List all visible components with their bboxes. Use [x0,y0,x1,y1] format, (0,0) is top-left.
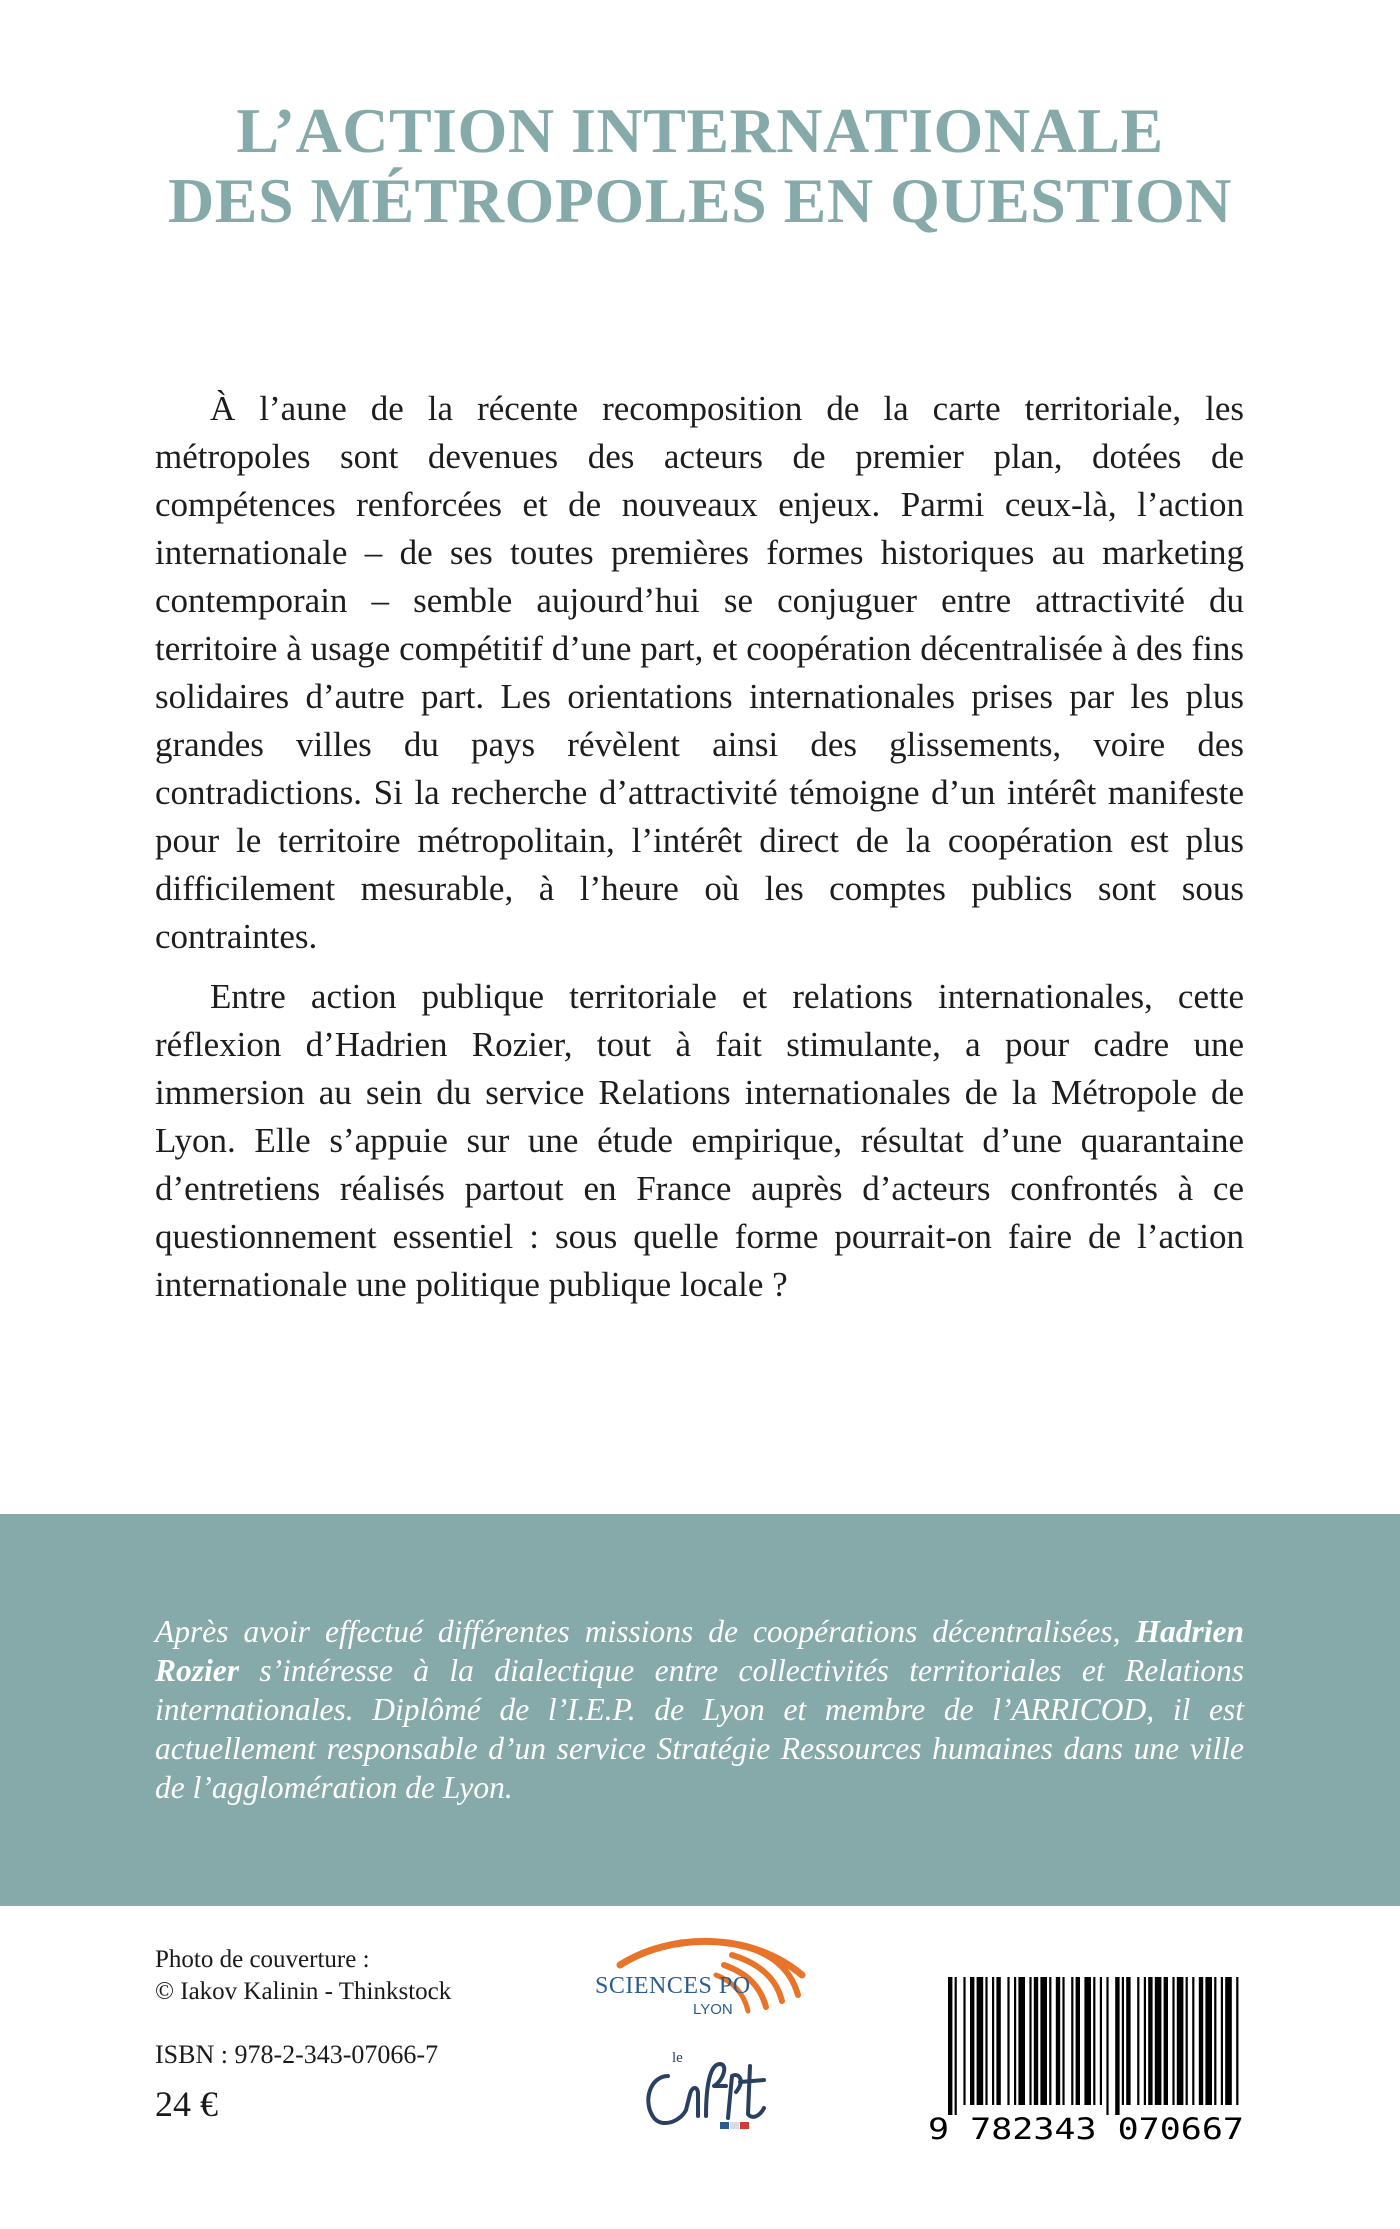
barcode-bar [1164,1977,1168,2105]
bio-rest: s’intéresse à la dialectique entre collectivités territoriales et Relations internationales. Diplômé de l’I.E.P. de Lyon et membre de l’ARRICOD, il est actuellement responsable d’un service Stratégie Ressources humaines dans une ville de l’agglomération de Lyon. [155,1653,1245,1805]
barcode-bar [1084,1977,1091,2105]
sciences-po-name: SCIENCES PO [595,1973,751,1999]
barcode-bar [1071,1977,1073,2105]
price: 24 € [155,2084,218,2124]
summary-paragraph-1: À l’aune de la récente recomposition de la carte territoriale, les métropoles sont devenues des acteurs de premier plan, dotées de compétences renforcées et de nouveaux enjeux. Parmi ceux-là, l’action internationale – de ses toutes premières formes historiques au marketing contemporain – semble aujourd’hui se conjuguer entre attractivité du territoire à usage compétitif d’une part, et coopération décentralisée à des fins solidaires d’autre part. Les orientations internationales prises par les plus grandes villes du pays révèlent ainsi des glissements, voire des contradictions. Si la recherche d’attractivité témoigne d’un intérêt manifeste pour le territoire métropolitain, l’intérêt direct de la coopération est plus difficilement mesurable, à l’heure où les comptes publics sont sous contraintes. [155,389,1244,956]
barcode-digits: 9 782343 070667 [928,2112,1244,2145]
barcode-bar [1236,1977,1238,2105]
barcode-bar [996,1977,1000,2105]
barcode-bar [1172,1977,1174,2105]
isbn-barcode [924,1975,1248,2145]
barcode-bar [1049,1977,1051,2105]
barcode-bar [1093,1977,1095,2105]
barcode-bar [977,1977,984,2105]
cnfpt-le-text: le [672,2050,683,2066]
author-bio [155,1612,1244,1807]
barcode-bar [1221,1977,1223,2105]
title-line-2: DES MÉTROPOLES EN QUESTION [168,165,1232,236]
barcode-bar [1076,1977,1080,2105]
barcode-bar [1014,1977,1016,2105]
flag-red-block [740,2122,749,2129]
barcode-bar [1225,1977,1232,2105]
barcode-bar [1155,1977,1162,2105]
barcode-bar [970,1977,974,2105]
barcode-bar [1100,1977,1102,2105]
barcode-bar [1186,1977,1188,2105]
barcode-bar [1199,1977,1203,2105]
summary-paragraph-2: Entre action publique territoriale et relations internationales, cette réflexion d’Hadrien Rozier, tout à fait stimulante, a pour cadre une immersion au sein du service Relations internationales de la Métropole de Lyon. Elle s’appuie sur une étude empirique, résultat d’une quarantaine d’entretiens réalisés partout en France auprès d’acteurs confrontés à ce questionnement essentiel : sous quelle forme pourrait-on faire de l’action internationale une politique publique locale ? [155,977,1244,1304]
flag-white-block [730,2122,739,2129]
barcode-bar [1137,1977,1139,2105]
barcode-bar [1126,1977,1130,2105]
sciences-po-city: LYON [693,2001,733,2018]
cnfpt-logo [628,2036,778,2136]
photo-credit-source: © Iakov Kalinin - Thinkstock [155,1978,452,2005]
barcode-bar [1007,1977,1009,2105]
title-block [0,96,1400,236]
isbn: ISBN : 978-2-343-07066-7 [155,2040,439,2069]
barcode-bar [1115,1977,1119,2115]
barcode-bar [985,1977,987,2105]
barcode-bar [948,1977,952,2115]
barcode-bar [1029,1977,1031,2105]
summary-text [155,385,1244,1321]
bio-intro: Après avoir effectué différentes missions de coopérations décentralisées, [155,1614,1121,1649]
photo-credits [155,1944,451,2008]
barcode-bar [1205,1977,1212,2105]
barcode-bar [1214,1977,1216,2105]
barcode-bar [1034,1977,1038,2105]
barcode-bar [1040,1977,1047,2105]
title-line-1: L’ACTION INTERNATIONALE [236,95,1164,166]
barcode-bar [1056,1977,1060,2105]
barcode-bar [1148,1977,1152,2105]
barcode-bar [1122,1977,1124,2105]
barcode-bar [1192,1977,1194,2105]
barcode-bar [992,1977,994,2105]
barcode-bar [1177,1977,1184,2105]
barcode-bar [1106,1977,1108,2115]
barcode-bars [948,1977,1238,2115]
flag-blue-block [720,2122,729,2129]
barcode-bar [1062,1977,1064,2105]
barcode-bar [1018,1977,1025,2105]
bio-author-name: Hadrien Rozier [155,1614,1245,1688]
barcode-bar [955,1977,957,2115]
barcode-bar [963,1977,965,2105]
barcode-bar [1144,1977,1146,2105]
photo-credit-label: Photo de couverture : [155,1946,370,1973]
